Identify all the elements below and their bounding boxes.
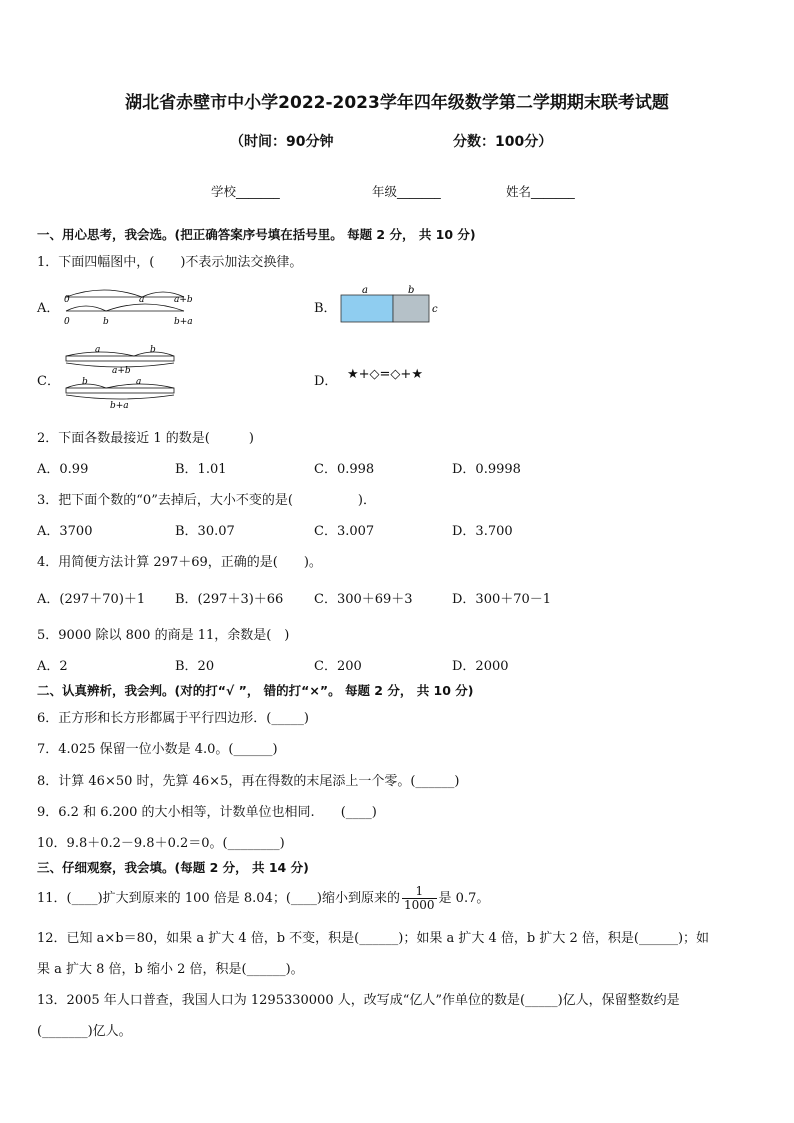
q4-option-a[interactable]: A．(297＋70)＋1 — [37, 592, 146, 607]
q1-option-b-label[interactable]: B． — [314, 301, 337, 316]
fig-c-label-b-bottom: b — [82, 377, 88, 387]
question-10: 10．9.8＋0.2－9.8＋0.2＝0。(________) — [37, 836, 285, 851]
q5-option-d[interactable]: D．2000 — [452, 659, 509, 674]
section-2-heading: 二、认真辨析，我会判。(对的打“√ ”， 错的打“×”。 每题 2 分， 共 10 分) — [37, 683, 474, 698]
fig-a-zero-bottom: 0 — [64, 317, 70, 327]
fig-a-zero-top: 0 — [64, 295, 70, 305]
q11-fraction — [402, 885, 437, 912]
q11-numerator: 1 — [402, 885, 437, 899]
q4-option-c[interactable]: C．300＋69＋3 — [314, 592, 413, 607]
fig-a-label-b: b — [103, 317, 109, 327]
q1-figure-c — [60, 342, 185, 412]
fig-c-label-a-top: a — [95, 345, 101, 355]
question-2: 2．下面各数最接近 1 的数是( ) — [37, 431, 254, 446]
fig-c-label-a-bottom: a — [136, 377, 142, 387]
q5-option-a[interactable]: A．2 — [37, 659, 68, 674]
q3-option-a[interactable]: A．3700 — [37, 524, 93, 539]
q2-option-b[interactable]: B．1.01 — [175, 462, 227, 477]
fig-c-label-bpa: b+a — [110, 401, 129, 411]
q1-option-c-label[interactable]: C． — [37, 374, 60, 389]
question-12-line-1: 12．已知 a×b＝80，如果 a 扩大 4 倍，b 不变，积是(______)；如果 a 扩大 4 倍，b 扩大 2 倍，积是(______)；如 — [37, 931, 710, 946]
question-11 — [37, 885, 489, 912]
fig-b-label-b: b — [408, 285, 415, 296]
q1-figure-b — [335, 283, 445, 327]
fig-a-label-a: a — [139, 295, 145, 305]
question-13-line-2: (_______)亿人。 — [37, 1024, 132, 1039]
name-field[interactable]: 姓名_______ — [506, 184, 575, 199]
q1-option-a-label[interactable]: A． — [37, 301, 60, 316]
question-7: 7．4.025 保留一位小数是 4.0。(______) — [37, 742, 278, 757]
question-13-line-1: 13．2005 年人口普查，我国人口为 1295330000 人，改写成“亿人”作单位的数是(_____)亿人，保留整数约是 — [37, 993, 680, 1008]
fig-c-label-apb: a+b — [112, 366, 131, 376]
fig-b-label-a: a — [362, 285, 368, 296]
q5-option-b[interactable]: B．20 — [175, 659, 215, 674]
fig-a-label-apb: a+b — [174, 295, 193, 305]
fig-b-label-c: c — [432, 304, 438, 315]
q1-figure-a — [60, 283, 200, 328]
question-12-line-2: 果 a 扩大 8 倍，b 缩小 2 倍，积是(______)。 — [37, 962, 304, 977]
fig-a-label-bpa: b+a — [174, 317, 193, 327]
q3-option-b[interactable]: B．30.07 — [175, 524, 235, 539]
q11-text-start: 11．(____)扩大到原来的 100 倍是 8.04；(____)缩小到原来的 — [37, 891, 400, 906]
question-3: 3．把下面个数的“0”去掉后，大小不变的是( )． — [37, 493, 376, 508]
question-9: 9．6.2 和 6.200 的大小相等，计数单位也相同. (____) — [37, 805, 377, 820]
fig-b-rect-a — [341, 295, 393, 322]
q3-option-d[interactable]: D．3.700 — [452, 524, 513, 539]
q2-option-d[interactable]: D．0.9998 — [452, 462, 521, 477]
q2-option-c[interactable]: C．0.998 — [314, 462, 375, 477]
section-3-heading: 三、仔细观察，我会填。(每题 2 分， 共 14 分) — [37, 860, 309, 875]
q5-option-c[interactable]: C．200 — [314, 659, 362, 674]
q11-text-end: 是 0.7。 — [438, 891, 490, 906]
section-1-heading: 一、用心思考，我会选。(把正确答案序号填在括号里。 每题 2 分， 共 10 分) — [37, 227, 476, 242]
q1-option-d-label[interactable]: D． — [314, 374, 338, 389]
q4-option-b[interactable]: B．(297＋3)＋66 — [175, 592, 284, 607]
question-8: 8．计算 46×50 时，先算 46×5，再在得数的末尾添上一个零。(______) — [37, 774, 460, 789]
page-title: 湖北省赤壁市中小学2022-2023学年四年级数学第二学期期末联考试题 — [125, 93, 669, 113]
question-1: 1．下面四幅图中，( )不表示加法交换律。 — [37, 255, 303, 270]
q4-option-d[interactable]: D．300＋70－1 — [452, 592, 552, 607]
question-5: 5．9000 除以 800 的商是 11，余数是( ) — [37, 628, 290, 643]
q11-denominator: 1000 — [404, 898, 435, 912]
fig-c-label-b-top: b — [150, 345, 156, 355]
question-6: 6．正方形和长方形都属于平行四边形．(_____) — [37, 711, 309, 726]
q3-option-c[interactable]: C．3.007 — [314, 524, 375, 539]
school-field[interactable]: 学校_______ — [211, 184, 280, 199]
q2-option-a[interactable]: A．0.99 — [37, 462, 89, 477]
q1-figure-d: ★+◇=◇+★ — [347, 367, 423, 382]
grade-field[interactable]: 年级_______ — [372, 184, 441, 199]
fig-b-rect-b — [393, 295, 429, 322]
exam-time: （时间：90分钟 — [230, 134, 334, 150]
question-4: 4．用简便方法计算 297＋69，正确的是( )。 — [37, 555, 322, 570]
exam-score: 分数：100分） — [453, 134, 553, 150]
